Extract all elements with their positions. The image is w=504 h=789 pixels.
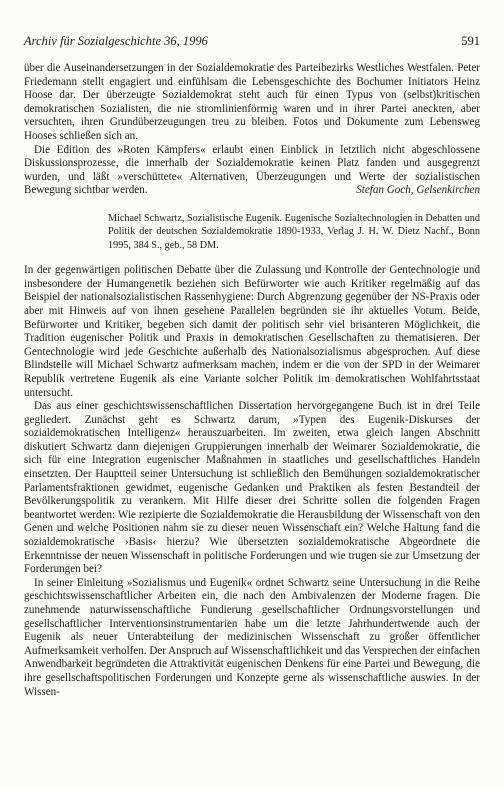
page-number: 591 <box>461 34 480 48</box>
paragraph: In der gegenwärtigen politischen Debatte über die Zulassung und Kontrolle der Gentechnologie und insbesondere der Humangenetik beziehen sich Befürworter wie auch Kritiker regelmäßig auf das Beispiel der nationalsozialistischen Rassenhygiene: Durch Abgrenzung gegenüber der NS-Praxis oder aber mit Hinweis auf von ihnen gesehene Parallelen begründen sie ihr aktuelles Votum. Beide, Befürworter und Kritiker, begeben sich damit der politisch sehr viel brisanteren Möglichkeit, die Tradition eugenischer Politik und Praxis in demokratischen Gesellschaften zu thematisieren. Der Gentechnologie wird jede Geschichte außerhalb des Nationalsozialismus abgesprochen. Auf diese Blindstelle will Michael Schwartz aufmerksam machen, indem er die von der SPD in der Weimarer Republik vertretene Eugenik als eine Variante solcher Politik im demokratischen Wohlfahrtsstaat untersucht. <box>24 264 480 399</box>
running-header <box>24 34 480 62</box>
paragraph: über die Auseinandersetzungen in der Sozialdemokratie des Parteibezirks Westliches Westfalen. Peter Friedemann stellt engagiert und einfühlsam die Lebensgeschichte des Bochumer Initiators Heinz Hoose dar. Der überzeugte Sozialdemokrat steht auch für einen Typus von (selbst)kritischen demokratischen Sozialisten, die nie stromlinienförmig waren und in ihrer Partei aneckten, aber versuchten, ihren Grundüberzeugungen treu zu bleiben. Fotos und Dokumente zum Lebensweg Hooses schließen sich an. <box>24 62 480 142</box>
review-body <box>24 264 480 699</box>
book-reference: Michael Schwartz, Sozialistische Eugenik. Eugenische Sozialtechnologien in Debatten und Politik der deutschen Sozialdemokratie 1890-1933, Verlag J. H. W. Dietz Nachf., Bonn 1995, 384 S., geb., 58 DM. <box>108 212 480 251</box>
paragraph: In seiner Einleitung »Sozialismus und Eugenik« ordnet Schwartz seine Untersuchung in die Reihe geschichtswissenschaftlicher Arbeiten ein, die nach den Ambivalenzen der Moderne fragen. Die zunehmende naturwissenschaftliche Fundierung gesellschaftlicher Ordnungsvorstellungen und gesellschaftlicher Interventionsinstrumentarien habe um die letzte Jahrhundertwende auch der Eugenik als neuer Unterabteilung der medizinischen Wissenschaft zu großer öffentlicher Aufmerksamkeit verholfen. Der Anspruch auf Wissenschaftlichkeit und das Versprechen der einfachen Anwendbarkeit begründeten die Attraktivität eugenischen Denkens für eine Partei und Bewegung, die ihre gesellschaftspolitischen Forderungen und Konzepte gerne als wissenschaftliche auswies. In der Wissen- <box>24 576 480 698</box>
journal-title: Archiv für Sozialgeschichte 36, 1996 <box>24 34 208 48</box>
paragraph <box>24 144 480 198</box>
previous-review-ending <box>24 62 480 198</box>
paragraph-text: Die Edition des »Roten Kämpfers« erlaubt einen Einblick in letztlich nicht abgeschlossene Diskussionsprozesse, die innerhalb der Sozialdemokratie keinen Platz fanden und ausgegrenzt wurden, und läßt »verschüttete« Alternativen, Überzeugungen und Werte der sozialistischen Bewegung sichtbar werden. <box>24 143 480 197</box>
paragraph: Das aus einer geschichtswissenschaftlichen Dissertation hervorgegangene Buch ist in drei Teile gegliedert. Zunächst geht es Schwartz darum, »Typen des Eugenik-Diskurses der sozialdemokratischen Intelligenz« herauszuarbeiten. Im zweiten, etwa gleich langen Abschnitt diskutiert Schwartz dann diejenigen Gruppierungen innerhalb der Weimarer Sozialdemokratie, die sich für eine Integration eugenischer Maßnahmen in staatliches und gesellschaftliches Handeln einsetzten. Der Hauptteil seiner Untersuchung ist schließlich den Bemühungen sozialdemokratischer Parlamentsfraktionen gewidmet, eugenische Gedanken und Praktiken als festen Bestandteil der Bevölkerungspolitik zu verankern. Mit Hilfe dieser drei Schritte sollen die folgenden Fragen beantwortet werden: Wie rezipierte die Sozialdemokratie die Herausbildung der Wissenschaft von den Genen und welche Positionen nahm sie zu dieser neuen Wissenschaft ein? Welche Haltung fand die sozialdemokratische ›Basis‹ hierzu? Wie übersetzten sozialdemokratische Abgeordnete die Erkenntnisse der neuen Wissenschaft in politische Forderungen und wie trugen sie zur Umsetzung der Forderungen bei? <box>24 400 480 576</box>
reviewer-signature: Stefan Goch, Gelsenkirchen <box>356 184 480 197</box>
